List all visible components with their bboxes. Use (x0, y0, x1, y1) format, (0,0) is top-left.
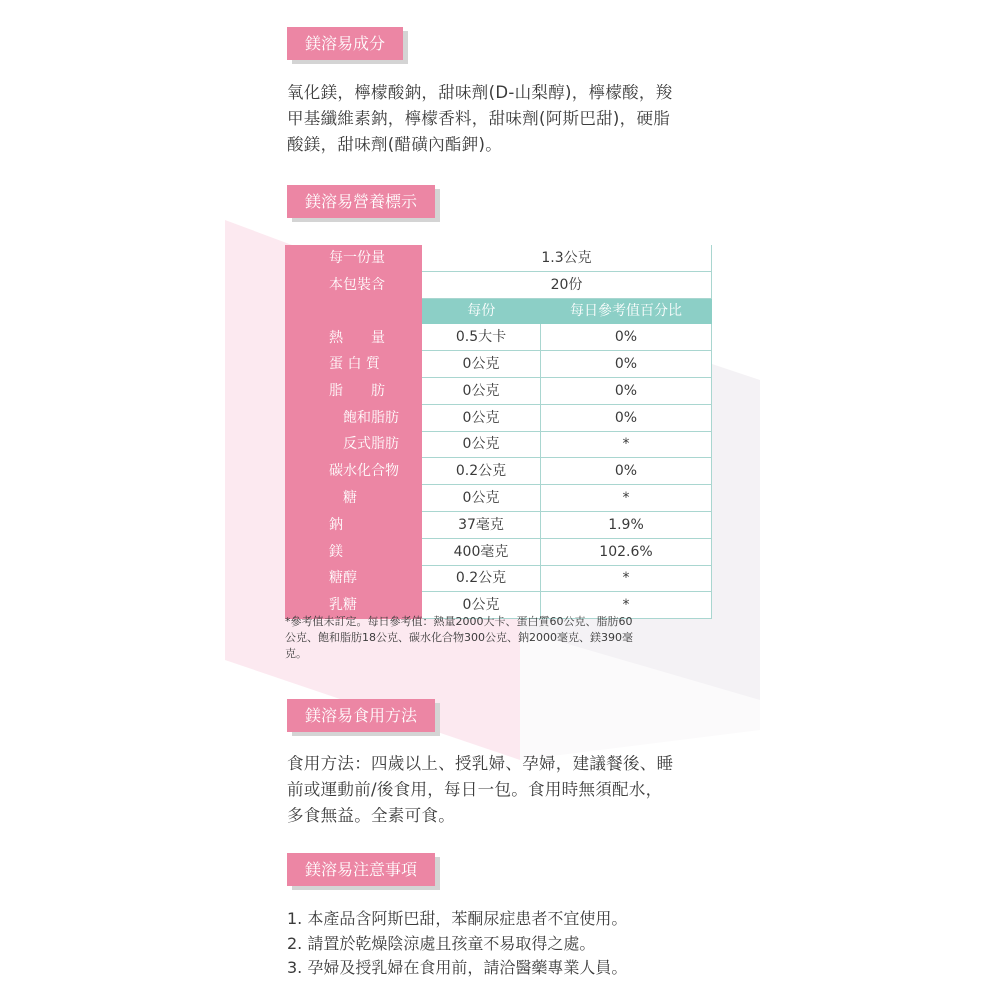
servings-per-pack-value: 20份 (422, 271, 712, 298)
nutrient-daily-value: * (541, 565, 712, 592)
nutrient-per-serving: 0公克 (422, 592, 541, 619)
table-header-row (285, 298, 712, 324)
nutrient-daily-value: * (541, 485, 712, 512)
usage-title: 鎂溶易食用方法 (287, 699, 435, 732)
table-row (285, 485, 712, 512)
nutrient-name: 反式脂肪 (285, 431, 422, 458)
list-item: 2. 請置於乾燥陰涼處且孩童不易取得之處。 (287, 933, 596, 953)
nutrition-footnote (285, 614, 715, 662)
nutrient-daily-value: 0% (541, 404, 712, 431)
usage-line: 前或運動前/後食用，每日一包。食用時無須配水， (287, 780, 663, 799)
ingredients-line: 甲基纖維素鈉，檸檬香料，甜味劑(阿斯巴甜)，硬脂 (287, 109, 671, 128)
footnote-line: 克。 (285, 647, 307, 660)
ingredients-line: 氧化鎂，檸檬酸鈉，甜味劑(D-山梨醇)，檸檬酸，羧 (287, 83, 673, 102)
nutrient-name: 糖醇 (285, 565, 422, 592)
nutrient-daily-value: 1.9% (541, 511, 712, 538)
nutrient-name: 蛋 白 質 (285, 351, 422, 378)
table-row (285, 351, 712, 378)
nutrient-per-serving: 0公克 (422, 351, 541, 378)
table-row (285, 377, 712, 404)
column-header-per-serving: 每份 (422, 298, 541, 324)
table-row (285, 565, 712, 592)
usage-line: 食用方法：四歲以上、授乳婦、孕婦，建議餐後、睡 (287, 754, 674, 773)
nutrient-daily-value: 0% (541, 377, 712, 404)
nutrient-name: 脂 肪 (285, 377, 422, 404)
nutrient-per-serving: 0公克 (422, 431, 541, 458)
table-row (285, 458, 712, 485)
servings-per-pack-label: 本包裝含 (285, 271, 422, 298)
ingredients-line: 酸鎂，甜味劑(醋磺內酯鉀)。 (287, 135, 503, 154)
nutrient-daily-value: * (541, 431, 712, 458)
nutrient-name: 熱 量 (285, 324, 422, 350)
ingredients-text (287, 80, 717, 158)
nutrient-per-serving: 400毫克 (422, 538, 541, 565)
nutrient-name: 碳水化合物 (285, 458, 422, 485)
footnote-line: 公克、飽和脂肪18公克、碳水化合物300公克、鈉2000毫克、鎂390毫 (285, 631, 633, 644)
table-row (285, 271, 712, 298)
nutrient-name: 飽和脂肪 (285, 404, 422, 431)
nutrition-title: 鎂溶易營養標示 (287, 185, 435, 218)
notes-list (287, 907, 627, 981)
nutrient-per-serving: 0.2公克 (422, 565, 541, 592)
list-item: 1. 本產品含阿斯巴甜，苯酮尿症患者不宜使用。 (287, 909, 628, 928)
nutrient-name: 糖 (285, 485, 422, 512)
nutrient-per-serving: 0公克 (422, 404, 541, 431)
table-row (285, 538, 712, 565)
nutrient-per-serving: 0公克 (422, 377, 541, 404)
nutrient-per-serving: 37毫克 (422, 511, 541, 538)
table-row (285, 431, 712, 458)
nutrient-name: 乳糖 (285, 592, 422, 619)
usage-text (287, 751, 717, 829)
nutrient-daily-value: 0% (541, 458, 712, 485)
usage-line: 多食無益。全素可食。 (287, 806, 455, 825)
table-row (285, 404, 712, 431)
nutrient-daily-value: * (541, 592, 712, 619)
column-header-daily-value: 每日參考值百分比 (541, 298, 712, 324)
table-row (285, 324, 712, 350)
list-item: 3. 孕婦及授乳婦在食用前，請洽醫藥專業人員。 (287, 958, 628, 977)
table-row (285, 511, 712, 538)
serving-size-value: 1.3公克 (422, 245, 712, 271)
nutrient-daily-value: 102.6% (541, 538, 712, 565)
nutrition-table (285, 245, 712, 619)
table-row (285, 245, 712, 271)
notes-title: 鎂溶易注意事項 (287, 853, 435, 886)
nutrient-daily-value: 0% (541, 351, 712, 378)
nutrient-per-serving: 0.2公克 (422, 458, 541, 485)
nutrient-per-serving: 0公克 (422, 485, 541, 512)
footnote-line: *參考值未訂定。每日參考值：熱量2000大卡、蛋白質60公克、脂肪60 (285, 615, 633, 628)
nutrient-name: 鈉 (285, 511, 422, 538)
serving-size-label: 每一份量 (285, 245, 422, 271)
ingredients-title: 鎂溶易成分 (287, 27, 403, 60)
nutrient-per-serving: 0.5大卡 (422, 324, 541, 350)
header-blank (285, 298, 422, 324)
nutrient-name: 鎂 (285, 538, 422, 565)
nutrient-daily-value: 0% (541, 324, 712, 350)
